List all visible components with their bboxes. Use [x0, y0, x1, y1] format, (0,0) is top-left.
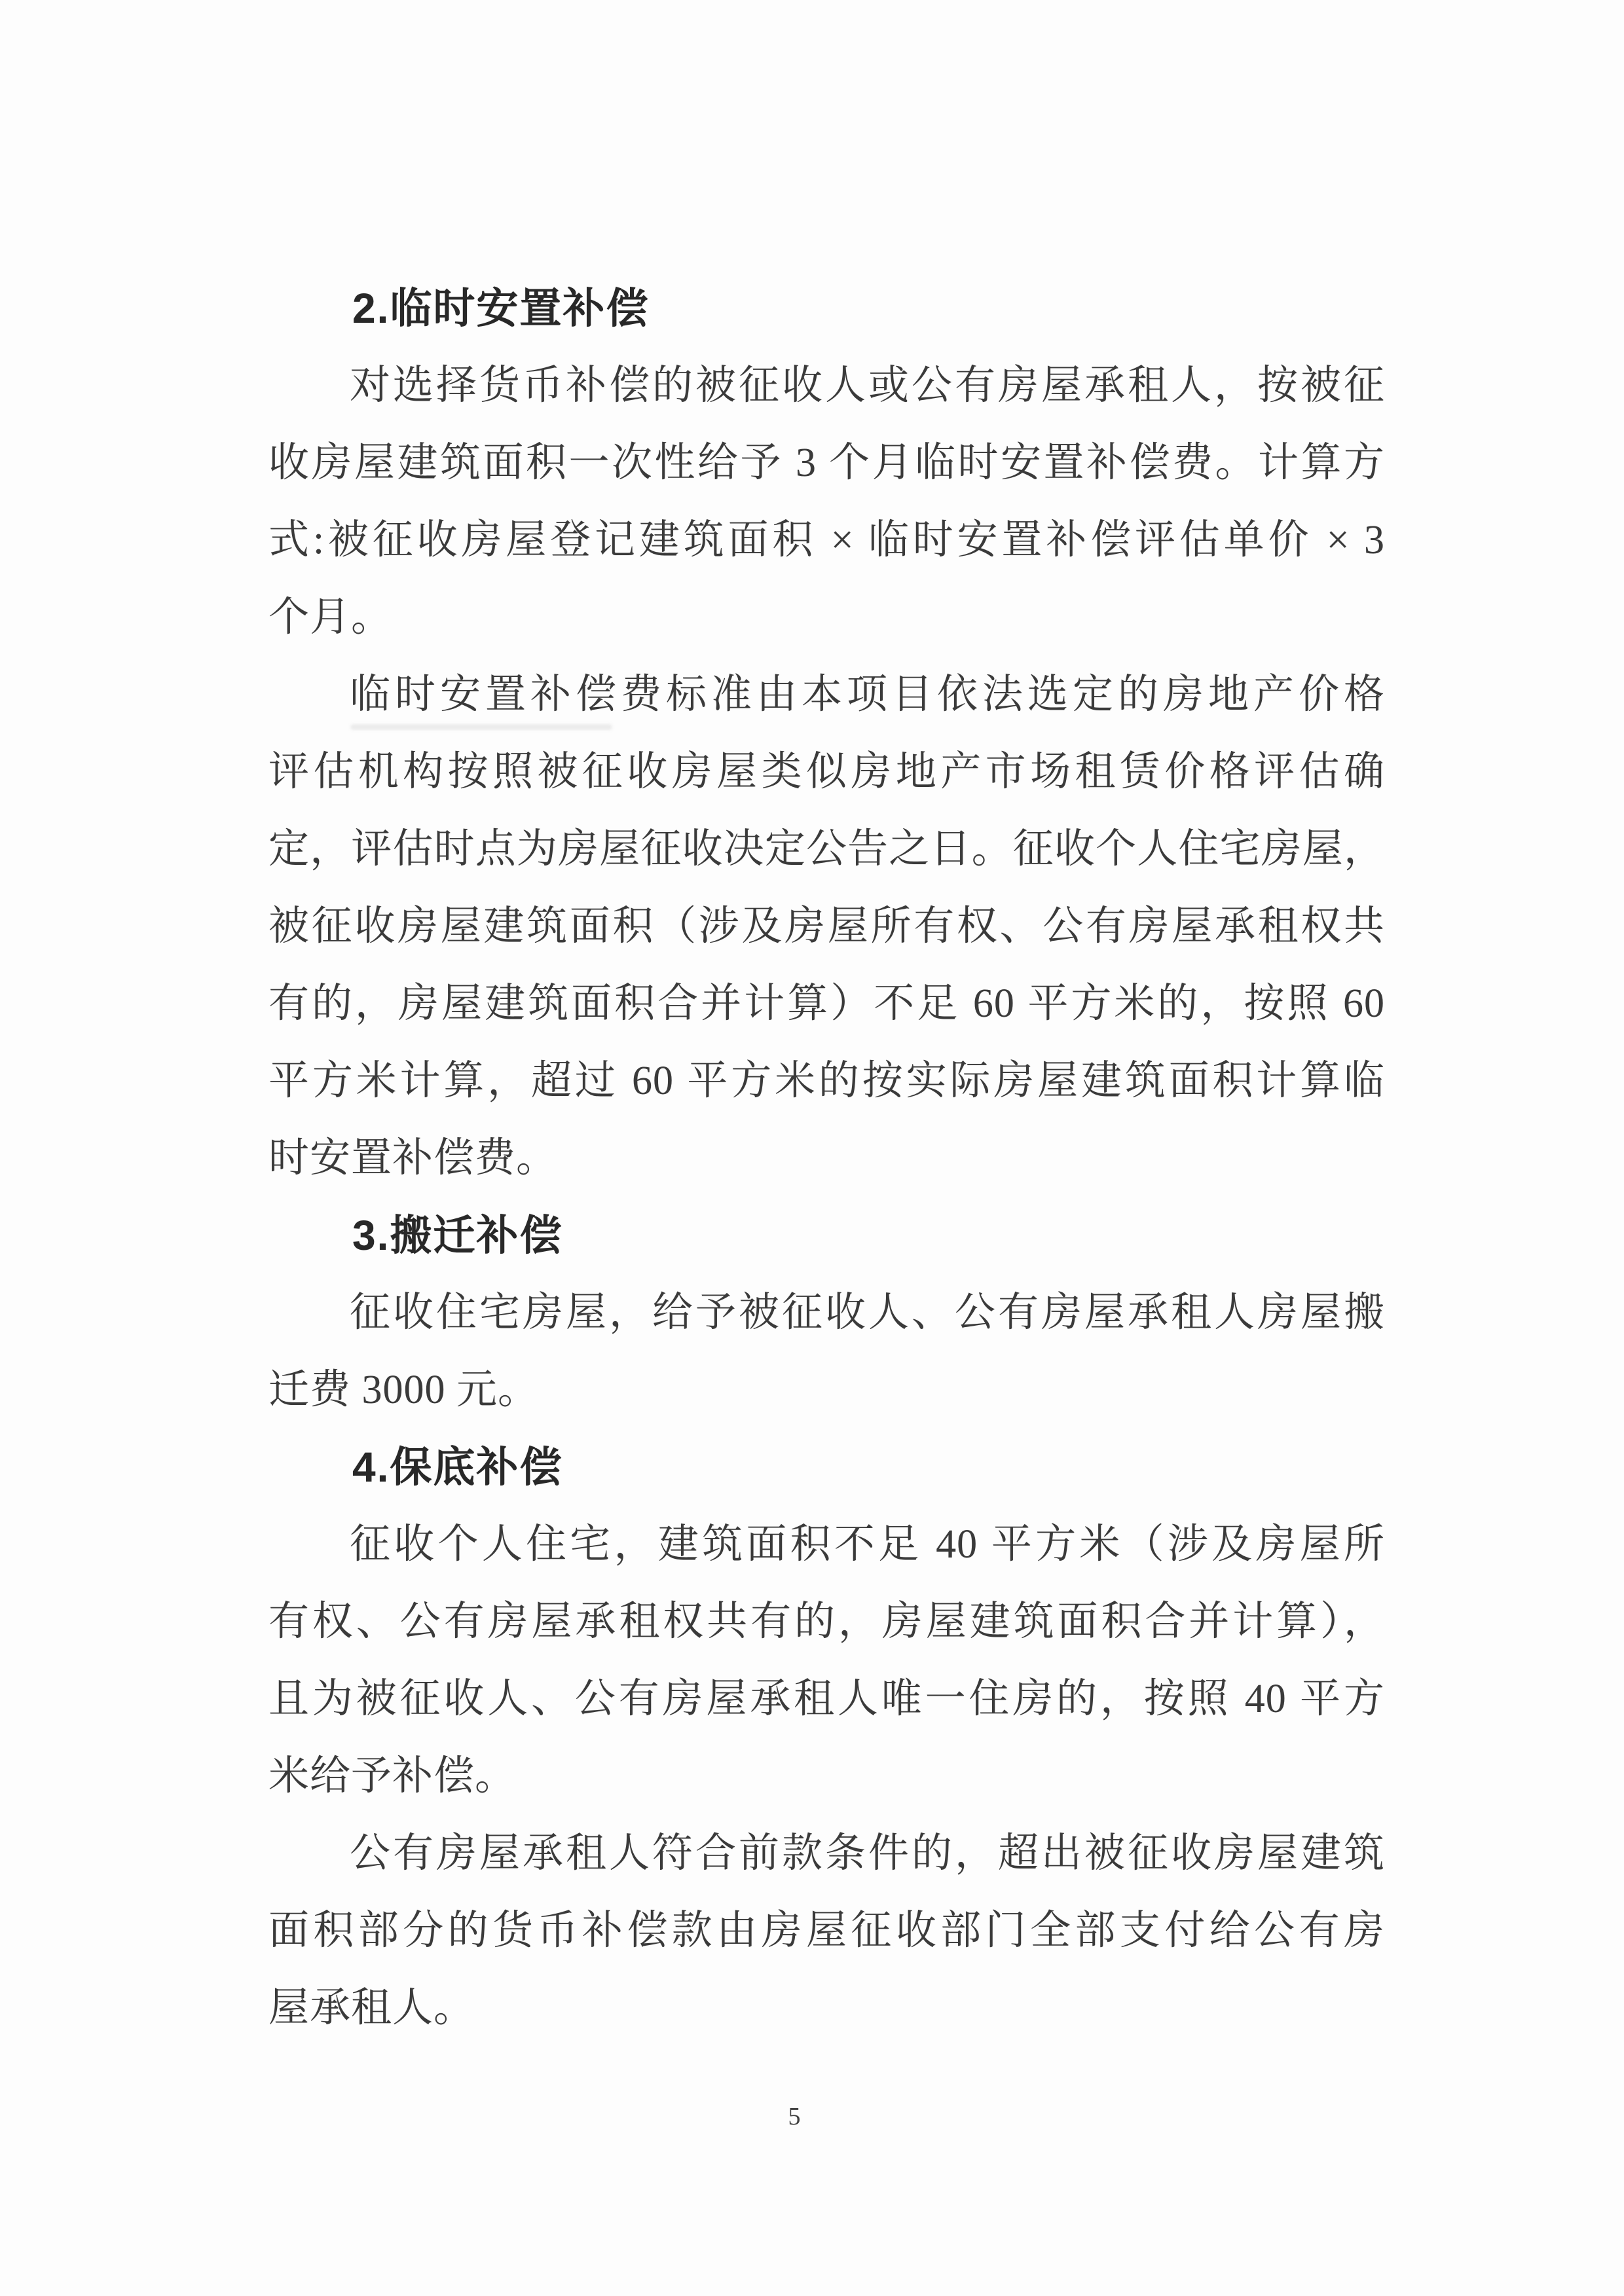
section-minimum-guarantee-compensation	[268, 1429, 1385, 2047]
paragraph	[268, 347, 1385, 656]
text-line: 式:被征收房屋登记建筑面积 × 临时安置补偿评估单价 × 3	[268, 518, 1385, 562]
section-moving-compensation	[268, 1197, 1385, 1429]
text-line: 对选择货币补偿的被征收人或公有房屋承租人，按被征	[350, 363, 1385, 408]
text-line: 被征收房屋建筑面积（涉及房屋所有权、公有房屋承租权共	[268, 904, 1385, 949]
text-line: 临时安置补偿费标准由本项目依法选定的房地产价格	[350, 672, 1385, 717]
text-line: 定，评估时点为房屋征收决定公告之日。征收个人住宅房屋，	[268, 827, 1385, 871]
text-line: 征收住宅房屋，给予被征收人、公有房屋承租人房屋搬	[350, 1290, 1385, 1335]
text-line: 且为被征收人、公有房屋承租人唯一住房的，按照 40 平方	[268, 1677, 1385, 1721]
section-heading-2: 2.临时安置补偿	[352, 285, 650, 332]
text-line: 收房屋建筑面积一次性给予 3 个月临时安置补偿费。计算方	[268, 441, 1385, 485]
paragraph	[268, 656, 1385, 1197]
text-line: 屋承租人。	[268, 1986, 475, 2030]
paragraph	[268, 1506, 1385, 1815]
text-line: 评估机构按照被征收房屋类似房地产市场租赁价格评估确	[268, 750, 1385, 794]
text-line: 征收个人住宅，建筑面积不足 40 平方米（涉及房屋所	[350, 1522, 1385, 1567]
text-line: 迁费 3000 元。	[268, 1368, 540, 1412]
text-line: 米给予补偿。	[268, 1754, 517, 1798]
paragraph	[268, 1274, 1385, 1429]
scan-artifact-smudge	[350, 724, 612, 730]
text-line: 时安置补偿费。	[268, 1136, 558, 1180]
section-heading-3: 3.搬迁补偿	[352, 1212, 563, 1259]
text-line: 有的，房屋建筑面积合并计算）不足 60 平方米的，按照 60	[268, 981, 1385, 1026]
text-line: 公有房屋承租人符合前款条件的，超出被征收房屋建筑	[350, 1831, 1385, 1876]
section-heading-4: 4.保底补偿	[352, 1444, 563, 1491]
text-line: 个月。	[268, 595, 393, 640]
text-line: 面积部分的货币补偿款由房屋征收部门全部支付给公有房	[268, 1908, 1385, 1953]
section-temporary-resettlement-compensation	[268, 270, 1385, 1197]
text-line: 有权、公有房屋承租权共有的，房屋建筑面积合并计算），	[268, 1599, 1385, 1644]
text-line: 平方米计算，超过 60 平方米的按实际房屋建筑面积计算临	[268, 1059, 1385, 1103]
page-number: 5	[788, 2103, 801, 2130]
paragraph	[268, 1815, 1385, 2047]
